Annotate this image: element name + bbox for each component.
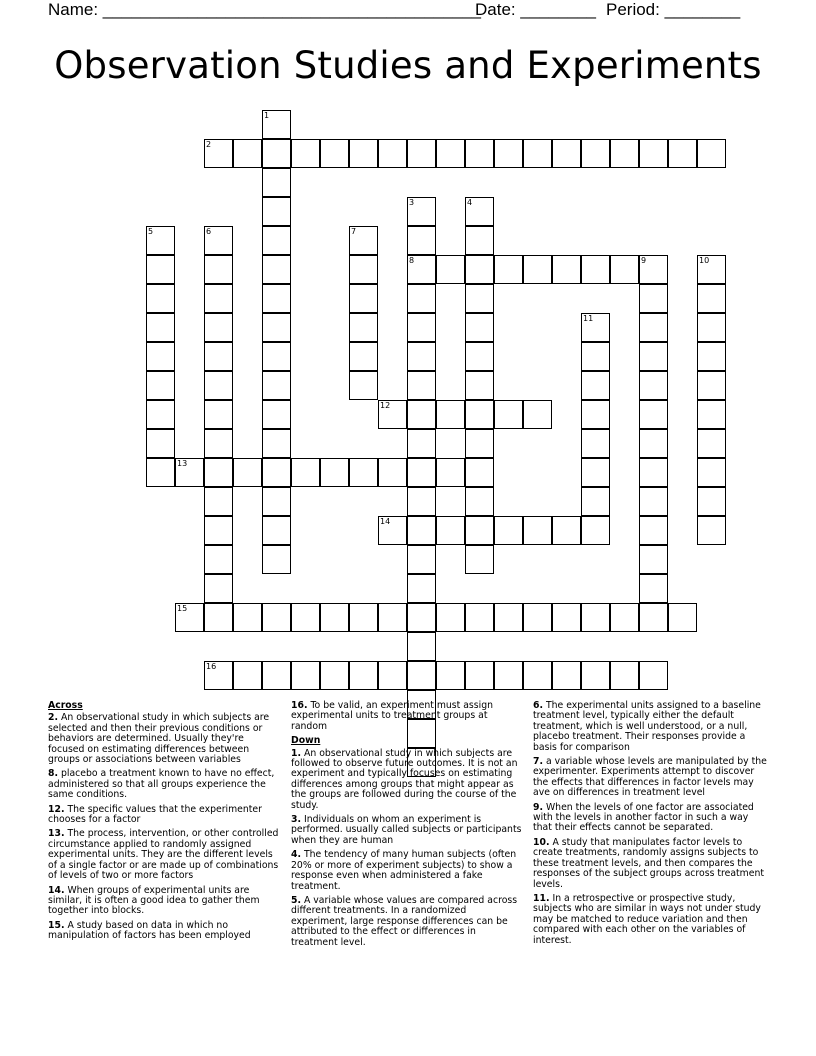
crossword-cell[interactable] — [639, 487, 668, 516]
clue-number: 9 — [641, 256, 647, 265]
crossword-cell[interactable] — [610, 139, 639, 168]
clue-number: 12 — [380, 401, 391, 410]
crossword-cell[interactable] — [378, 516, 407, 545]
period-field[interactable]: Period: ________ — [606, 0, 741, 19]
crossword-cell[interactable] — [204, 255, 233, 284]
crossword-cell[interactable] — [465, 284, 494, 313]
clue-number: 16 — [206, 662, 217, 671]
clue-number: 3 — [409, 198, 415, 207]
crossword-cell[interactable] — [465, 342, 494, 371]
crossword-cell[interactable] — [639, 516, 668, 545]
crossword-cell[interactable] — [610, 603, 639, 632]
clue-down-4: 4. The tendency of many human subjects (often 20% or more of experiment subjects) to show a response even when administered a fake treatment. — [291, 849, 517, 892]
clues-column-1 — [48, 701, 280, 946]
crossword-cell[interactable] — [697, 313, 726, 342]
crossword-cell[interactable] — [581, 458, 610, 487]
clue-down-10: 10. A study that manipulates factor levels to create treatments, randomly assigns subjects to these treatment levels, and then compares the responses of the subject groups across treatment levels. — [533, 836, 765, 890]
crossword-cell[interactable] — [233, 603, 262, 632]
crossword-cell[interactable] — [494, 255, 523, 284]
crossword-cell[interactable] — [146, 458, 175, 487]
crossword-cell[interactable] — [378, 661, 407, 690]
clue-across-13: 13. The process, intervention, or other controlled circumstance applied to randomly assigned experimental units. They are the different levels of a single factor or are made up of combinations of levels of two or more factors — [48, 828, 279, 882]
crossword-cell[interactable] — [610, 255, 639, 284]
crossword-cell[interactable] — [465, 429, 494, 458]
crossword-cell[interactable] — [233, 661, 262, 690]
crossword-cell[interactable] — [233, 139, 262, 168]
crossword-cell[interactable] — [262, 313, 291, 342]
crossword-cell[interactable] — [146, 284, 175, 313]
crossword-cell[interactable] — [349, 342, 378, 371]
crossword-cell[interactable] — [407, 574, 436, 603]
clue-number: 11 — [583, 314, 594, 323]
crossword-cell[interactable] — [407, 516, 436, 545]
clue-number: 2 — [206, 140, 212, 149]
crossword-cell[interactable] — [204, 429, 233, 458]
crossword-cell[interactable] — [407, 661, 436, 690]
crossword-cell[interactable] — [465, 516, 494, 545]
across-heading: Across — [48, 700, 83, 711]
crossword-cell[interactable] — [262, 661, 291, 690]
crossword-cell[interactable] — [204, 226, 233, 255]
crossword-cell[interactable] — [639, 313, 668, 342]
clue-number: 8 — [409, 256, 415, 265]
crossword-cell[interactable] — [465, 661, 494, 690]
crossword-cell[interactable] — [465, 313, 494, 342]
crossword-cell[interactable] — [552, 661, 581, 690]
crossword-cell[interactable] — [639, 255, 668, 284]
date-field[interactable]: Date: ________ — [475, 0, 596, 19]
crossword-cell[interactable] — [407, 226, 436, 255]
clue-down-7: 7. a variable whose levels are manipulated by the experimenter. Experiments attempt to discover the effects that differences in factor levels may ave on differences in treatment level — [533, 756, 767, 799]
crossword-cell[interactable] — [465, 255, 494, 284]
crossword-cell[interactable] — [146, 342, 175, 371]
crossword-cell[interactable] — [581, 313, 610, 342]
crossword-cell[interactable] — [697, 371, 726, 400]
clue-number: 14 — [380, 517, 391, 526]
crossword-cell[interactable] — [697, 400, 726, 429]
crossword-cell[interactable] — [262, 284, 291, 313]
crossword-cell[interactable] — [378, 458, 407, 487]
crossword-cell[interactable] — [668, 139, 697, 168]
crossword-cell[interactable] — [639, 603, 668, 632]
page-title: Observation Studies and Experiments — [54, 44, 762, 87]
crossword-cell[interactable] — [349, 371, 378, 400]
clue-number: 13 — [177, 459, 188, 468]
crossword-cell[interactable] — [697, 139, 726, 168]
crossword-cell[interactable] — [407, 371, 436, 400]
crossword-cell[interactable] — [262, 458, 291, 487]
crossword-cell[interactable] — [639, 574, 668, 603]
crossword-cell[interactable] — [523, 139, 552, 168]
crossword-cell[interactable] — [175, 603, 204, 632]
crossword-cell[interactable] — [262, 139, 291, 168]
crossword-cell[interactable] — [262, 110, 291, 139]
crossword-cell[interactable] — [262, 603, 291, 632]
clue-across-8: 8. placebo a treatment known to have no effect, administered so that all groups experience the same conditions. — [48, 768, 275, 801]
crossword-cell[interactable] — [639, 458, 668, 487]
crossword-cell[interactable] — [436, 661, 465, 690]
crossword-cell[interactable] — [204, 487, 233, 516]
crossword-cell[interactable] — [349, 284, 378, 313]
crossword-cell[interactable] — [523, 400, 552, 429]
crossword-cell[interactable] — [581, 487, 610, 516]
crossword-cell[interactable] — [581, 371, 610, 400]
crossword-cell[interactable] — [146, 226, 175, 255]
crossword-cell[interactable] — [465, 371, 494, 400]
crossword-cell[interactable] — [262, 226, 291, 255]
crossword-cell[interactable] — [407, 458, 436, 487]
crossword-cell[interactable] — [494, 661, 523, 690]
crossword-cell[interactable] — [233, 458, 262, 487]
crossword-cell[interactable] — [436, 139, 465, 168]
crossword-cell[interactable] — [465, 458, 494, 487]
crossword-cell[interactable] — [697, 284, 726, 313]
name-field[interactable]: Name: ________________________________________ — [48, 0, 481, 19]
crossword-cell[interactable] — [639, 545, 668, 574]
crossword-cell[interactable] — [146, 255, 175, 284]
crossword-cell[interactable] — [639, 284, 668, 313]
crossword-cell[interactable] — [465, 197, 494, 226]
crossword-cell[interactable] — [407, 632, 436, 661]
crossword-cell[interactable] — [697, 342, 726, 371]
crossword-cell[interactable] — [407, 197, 436, 226]
crossword-cell[interactable] — [378, 139, 407, 168]
crossword-cell[interactable] — [291, 603, 320, 632]
crossword-cell[interactable] — [204, 313, 233, 342]
crossword-cell[interactable] — [146, 313, 175, 342]
crossword-cell[interactable] — [523, 255, 552, 284]
crossword-cell[interactable] — [291, 661, 320, 690]
crossword-cell[interactable] — [407, 139, 436, 168]
crossword-cell[interactable] — [581, 400, 610, 429]
crossword-cell[interactable] — [175, 458, 204, 487]
crossword-cell[interactable] — [465, 487, 494, 516]
crossword-cell[interactable] — [349, 603, 378, 632]
crossword-cell[interactable] — [262, 545, 291, 574]
crossword-cell[interactable] — [204, 574, 233, 603]
crossword-cell[interactable] — [436, 603, 465, 632]
crossword-cell[interactable] — [465, 226, 494, 255]
crossword-cell[interactable] — [581, 661, 610, 690]
crossword-cell[interactable] — [436, 516, 465, 545]
clue-across-16: 16. To be valid, an experiment must assign experimental units to treatment groups at random — [291, 700, 493, 732]
down-heading: Down — [291, 735, 321, 747]
clue-across-2: 2. An observational study in which subjects are selected and then their previous conditions or behaviors are determined. Usually they're focused on estimating differences between groups or associations between variables — [48, 712, 270, 766]
crossword-cell[interactable] — [494, 516, 523, 545]
crossword-cell[interactable] — [523, 603, 552, 632]
clue-down-6: 6. The experimental units assigned to a baseline treatment level, typically either the default treatment, which is well understood, or a null, placebo treatment. Their responses provide a basis for comparison — [533, 700, 761, 753]
clue-number: 6 — [206, 227, 212, 236]
crossword-cell[interactable] — [552, 603, 581, 632]
crossword-cell[interactable] — [262, 168, 291, 197]
crossword-cell[interactable] — [436, 255, 465, 284]
crossword-cell[interactable] — [581, 516, 610, 545]
crossword-cell[interactable] — [407, 313, 436, 342]
crossword-cell[interactable] — [407, 342, 436, 371]
crossword-cell[interactable] — [581, 603, 610, 632]
crossword-cell[interactable] — [262, 400, 291, 429]
crossword-cell[interactable] — [639, 661, 668, 690]
crossword-cell[interactable] — [204, 371, 233, 400]
crossword-cell[interactable] — [581, 139, 610, 168]
crossword-cell[interactable] — [523, 516, 552, 545]
clue-across-12: 12. The specific values that the experimenter chooses for a factor — [48, 803, 262, 826]
crossword-cell[interactable] — [697, 458, 726, 487]
crossword-cell[interactable] — [320, 661, 349, 690]
crossword-cell[interactable] — [639, 139, 668, 168]
crossword-cell[interactable] — [262, 429, 291, 458]
crossword-cell[interactable] — [407, 255, 436, 284]
crossword-cell[interactable] — [204, 284, 233, 313]
crossword-cell[interactable] — [494, 139, 523, 168]
clue-down-1: 1. An observational study in which subjects are followed to observe future outcomes. It is not an experiment and typically focuses on estimating differences among groups that might appear as the groups are followed during the course of the study. — [291, 747, 518, 811]
crossword-cell[interactable] — [668, 603, 697, 632]
crossword-cell[interactable] — [204, 458, 233, 487]
crossword-cell[interactable] — [204, 545, 233, 574]
crossword-cell[interactable] — [378, 400, 407, 429]
crossword-cell[interactable] — [639, 342, 668, 371]
clue-across-15: 15. A study based on data in which no manipulation of factors has been employed — [48, 919, 251, 942]
crossword-cell[interactable] — [320, 603, 349, 632]
crossword-cell[interactable] — [581, 255, 610, 284]
clue-number: 7 — [351, 227, 357, 236]
clue-number: 15 — [177, 604, 188, 613]
crossword-cell[interactable] — [146, 400, 175, 429]
crossword-cell[interactable] — [697, 429, 726, 458]
crossword-cell[interactable] — [291, 139, 320, 168]
clue-number: 10 — [699, 256, 710, 265]
crossword-cell[interactable] — [378, 603, 407, 632]
crossword-cell[interactable] — [465, 400, 494, 429]
clues-column-3 — [533, 701, 767, 950]
clue-number: 5 — [148, 227, 154, 236]
crossword-cell[interactable] — [204, 603, 233, 632]
crossword-cell[interactable] — [407, 429, 436, 458]
crossword-cell[interactable] — [262, 516, 291, 545]
crossword-cell[interactable] — [697, 516, 726, 545]
clue-across-14: 14. When groups of experimental units are similar, it is often a good idea to gather them together into blocks. — [48, 884, 260, 917]
crossword-cell[interactable] — [146, 371, 175, 400]
crossword-cell[interactable] — [552, 516, 581, 545]
crossword-cell[interactable] — [146, 429, 175, 458]
crossword-cell[interactable] — [610, 661, 639, 690]
crossword-cell[interactable] — [523, 661, 552, 690]
crossword-cell[interactable] — [291, 458, 320, 487]
crossword-cell[interactable] — [349, 255, 378, 284]
crossword-cell[interactable] — [465, 139, 494, 168]
crossword-cell[interactable] — [349, 313, 378, 342]
clue-down-5: 5. A variable whose values are compared across different treatments. In a randomized experiment, large response differences can be attributed to the effect or differences in treatment level. — [291, 894, 518, 948]
crossword-cell[interactable] — [262, 371, 291, 400]
crossword-cell[interactable] — [204, 139, 233, 168]
crossword-cell[interactable] — [204, 661, 233, 690]
crossword-cell[interactable] — [349, 661, 378, 690]
crossword-cell[interactable] — [407, 284, 436, 313]
clue-down-9: 9. When the levels of one factor are associated with the levels in another factor in such a way that their effects cannot be separated. — [533, 801, 754, 834]
crossword-cell[interactable] — [262, 342, 291, 371]
crossword-cell[interactable] — [407, 545, 436, 574]
crossword-cell[interactable] — [407, 487, 436, 516]
crossword-cell[interactable] — [407, 400, 436, 429]
clue-number: 1 — [264, 111, 270, 120]
crossword-cell[interactable] — [436, 400, 465, 429]
crossword-cell[interactable] — [639, 400, 668, 429]
crossword-cell[interactable] — [349, 458, 378, 487]
crossword-cell[interactable] — [465, 545, 494, 574]
crossword-cell[interactable] — [697, 487, 726, 516]
crossword-cell[interactable] — [204, 400, 233, 429]
crossword-cell[interactable] — [552, 255, 581, 284]
crossword-cell[interactable] — [262, 197, 291, 226]
crossword-cell[interactable] — [204, 342, 233, 371]
crossword-cell[interactable] — [581, 429, 610, 458]
crossword-cell[interactable] — [262, 487, 291, 516]
crossword-cell[interactable] — [465, 603, 494, 632]
crossword-cell[interactable] — [494, 400, 523, 429]
clue-down-11: 11. In a retrospective or prospective study, subjects who are similar in ways not under study may be matched to reduce variation and then compared with each other on the variables of interest. — [533, 892, 761, 946]
crossword-cell[interactable] — [349, 226, 378, 255]
crossword-cell[interactable] — [494, 603, 523, 632]
crossword-cell[interactable] — [639, 371, 668, 400]
crossword-cell[interactable] — [320, 458, 349, 487]
crossword-cell[interactable] — [639, 429, 668, 458]
clues-column-2 — [291, 701, 523, 952]
crossword-cell[interactable] — [320, 139, 349, 168]
crossword-cell[interactable] — [581, 342, 610, 371]
clue-number: 4 — [467, 198, 473, 207]
clue-down-3: 3. Individuals on whom an experiment is performed. usually called subjects or participants when they are human — [291, 814, 522, 846]
crossword-cell[interactable] — [262, 255, 291, 284]
crossword-cell[interactable] — [552, 139, 581, 168]
crossword-cell[interactable] — [349, 139, 378, 168]
crossword-cell[interactable] — [407, 603, 436, 632]
crossword-cell[interactable] — [204, 516, 233, 545]
crossword-cell[interactable] — [697, 255, 726, 284]
crossword-cell[interactable] — [436, 458, 465, 487]
